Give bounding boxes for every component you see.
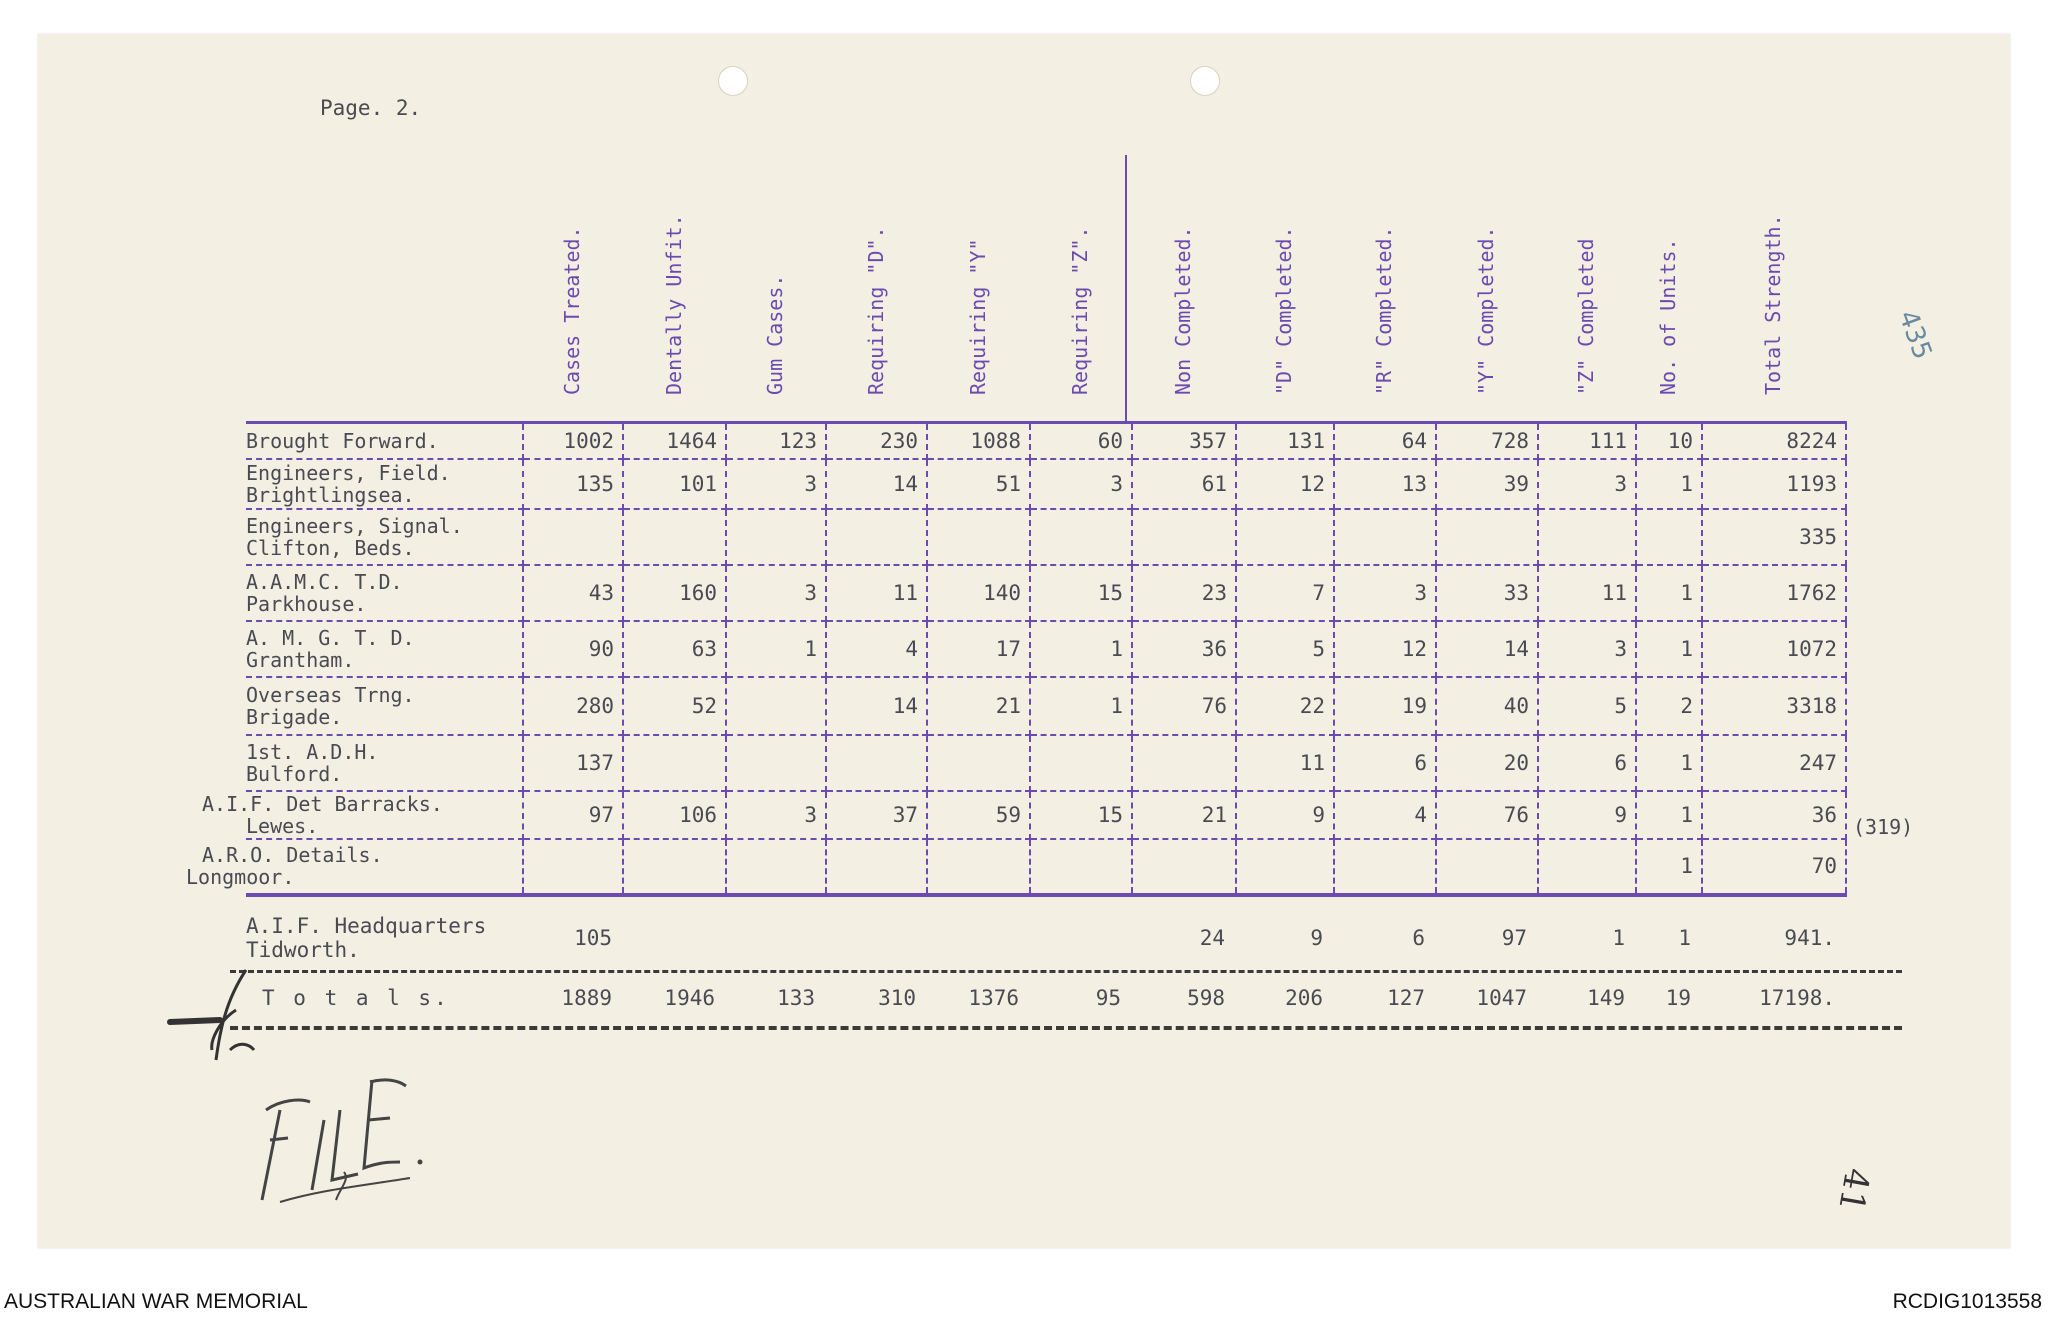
row-label-line: A.I.F. Headquarters bbox=[246, 914, 487, 938]
column-header-text: Dentally Unfit. bbox=[661, 214, 686, 395]
column-header-text: "Z" Completed bbox=[1574, 238, 1598, 395]
table-cell bbox=[726, 839, 826, 895]
table-cell: 90 bbox=[523, 621, 623, 677]
table-cell bbox=[1132, 735, 1236, 791]
table-cell: 1 bbox=[1636, 839, 1702, 895]
table-row bbox=[246, 565, 1846, 621]
table-row bbox=[246, 791, 1846, 839]
table-cell: 1 bbox=[1636, 565, 1702, 621]
table-cell: 40 bbox=[1436, 677, 1538, 735]
table-cell: 1072 bbox=[1702, 621, 1846, 677]
table-cell: 111 bbox=[1538, 423, 1636, 459]
table-cell bbox=[1436, 839, 1538, 895]
table-cell: 24 bbox=[1199, 926, 1225, 950]
table-cell: 941. bbox=[1784, 926, 1835, 950]
table-cell bbox=[726, 677, 826, 735]
dashed-rule bbox=[230, 970, 1902, 973]
table-cell bbox=[1334, 839, 1436, 895]
table-cell bbox=[1538, 509, 1636, 565]
table-cell: 2 bbox=[1636, 677, 1702, 735]
table-cell bbox=[927, 839, 1030, 895]
table-cell bbox=[1334, 509, 1436, 565]
table-cell: 230 bbox=[826, 423, 927, 459]
row-label bbox=[246, 621, 523, 677]
table-cell: 15 bbox=[1030, 791, 1132, 839]
table-cell: 61 bbox=[1132, 459, 1236, 509]
table-cell: 60 bbox=[1030, 423, 1132, 459]
table-cell bbox=[1236, 839, 1334, 895]
totals-cell: 95 bbox=[1095, 986, 1121, 1010]
totals-cell: 127 bbox=[1387, 986, 1425, 1010]
row-label bbox=[186, 839, 523, 895]
column-header-text: Total Strength. bbox=[1761, 214, 1785, 395]
table-cell bbox=[726, 509, 826, 565]
column-header-text: "Y" Completed. bbox=[1474, 226, 1498, 395]
table-cell: 76 bbox=[1132, 677, 1236, 735]
row-label bbox=[246, 914, 486, 962]
table-cell: 11 bbox=[826, 565, 927, 621]
table-cell: 12 bbox=[1334, 621, 1436, 677]
row-label bbox=[246, 565, 523, 621]
table-cell: 3 bbox=[1538, 459, 1636, 509]
table-cell bbox=[1030, 509, 1132, 565]
column-header-text: Gum Cases. bbox=[763, 274, 787, 395]
table-cell: 11 bbox=[1236, 735, 1334, 791]
table-cell: 9 bbox=[1310, 926, 1323, 950]
table-cell: 1762 bbox=[1702, 565, 1846, 621]
row-label bbox=[246, 459, 523, 509]
table-cell: 1 bbox=[1678, 926, 1691, 950]
table-cell: 3318 bbox=[1702, 677, 1846, 735]
row-label bbox=[246, 677, 523, 735]
column-header-text: No. of Units. bbox=[1656, 238, 1680, 395]
table-cell: 43 bbox=[523, 565, 623, 621]
column-header-text: Requiring "Y" bbox=[965, 238, 990, 395]
table-cell: 11 bbox=[1538, 565, 1636, 621]
dashed-rule bbox=[230, 1026, 1902, 1030]
table-cell: 1002 bbox=[523, 423, 623, 459]
table-cell: 9 bbox=[1538, 791, 1636, 839]
column-header-text: Requiring "D". bbox=[863, 226, 888, 395]
table-cell: 1 bbox=[1636, 735, 1702, 791]
table-cell: 5 bbox=[1236, 621, 1334, 677]
table-cell: 123 bbox=[726, 423, 826, 459]
table-cell bbox=[826, 509, 927, 565]
table-row bbox=[246, 839, 1846, 895]
table-cell: 247 bbox=[1702, 735, 1846, 791]
table-cell: 10 bbox=[1636, 423, 1702, 459]
table-cell bbox=[1132, 509, 1236, 565]
row-label-line: A. M. G. T. D. bbox=[246, 625, 415, 650]
table-row bbox=[246, 459, 1846, 509]
table-cell: 728 bbox=[1436, 423, 1538, 459]
table-cell: 5 bbox=[1538, 677, 1636, 735]
row-label-line: Engineers, Field. bbox=[246, 460, 451, 485]
table-cell bbox=[1636, 509, 1702, 565]
punch-hole bbox=[718, 66, 748, 96]
table-cell: 1 bbox=[1030, 677, 1132, 735]
row-label-line: Engineers, Signal. bbox=[246, 513, 463, 538]
row-label-line: Longmoor. bbox=[186, 865, 295, 889]
punch-hole bbox=[1190, 66, 1220, 96]
totals-cell: 19 bbox=[1665, 986, 1691, 1010]
table-cell: 1464 bbox=[623, 423, 726, 459]
table-row bbox=[246, 509, 1846, 565]
column-header-text: Requiring "Z". bbox=[1068, 226, 1092, 395]
table-cell: 22 bbox=[1236, 677, 1334, 735]
column-header-text: Cases Treated. bbox=[560, 226, 584, 395]
row-label bbox=[246, 509, 523, 565]
table-cell: 70 bbox=[1702, 839, 1846, 895]
table-cell: 21 bbox=[1132, 791, 1236, 839]
table-cell: 14 bbox=[826, 459, 927, 509]
table-cell bbox=[1436, 509, 1538, 565]
table-row bbox=[246, 423, 1846, 459]
table-cell: 7 bbox=[1236, 565, 1334, 621]
row-label-line: Lewes. bbox=[246, 813, 319, 838]
table-cell: 36 bbox=[1132, 621, 1236, 677]
table-cell: 37 bbox=[826, 791, 927, 839]
row-label-line: A.A.M.C. T.D. bbox=[246, 569, 403, 594]
table-cell: 1 bbox=[1636, 459, 1702, 509]
row-label-line: A.I.F. Det Barracks. bbox=[202, 791, 443, 816]
table-row bbox=[246, 735, 1846, 791]
table-cell: 1 bbox=[726, 621, 826, 677]
table-cell bbox=[826, 839, 927, 895]
dental-statistics-table bbox=[186, 421, 1847, 897]
footer-source: AUSTRALIAN WAR MEMORIAL bbox=[4, 1290, 308, 1313]
table-cell: 1 bbox=[1636, 791, 1702, 839]
table-cell: 39 bbox=[1436, 459, 1538, 509]
page-number-label: Page. 2. bbox=[320, 96, 422, 120]
row-note: (319) bbox=[1853, 815, 1914, 839]
row-label-line: T o t a l s. bbox=[262, 986, 450, 1010]
totals-label bbox=[262, 986, 450, 1010]
table-row bbox=[246, 677, 1846, 735]
table-cell: 106 bbox=[623, 791, 726, 839]
totals-cell: 1047 bbox=[1476, 986, 1527, 1010]
table-cell bbox=[726, 735, 826, 791]
row-label-line: 1st. A.D.H. bbox=[246, 739, 379, 764]
table-cell: 12 bbox=[1236, 459, 1334, 509]
table-cell: 137 bbox=[523, 735, 623, 791]
column-header-text: Non Completed. bbox=[1171, 226, 1195, 395]
table-cell: 105 bbox=[574, 926, 612, 950]
table-cell: 3 bbox=[1538, 621, 1636, 677]
table-cell: 1 bbox=[1030, 621, 1132, 677]
row-label-line: Tidworth. bbox=[246, 938, 360, 962]
table-cell: 52 bbox=[623, 677, 726, 735]
table-cell: 160 bbox=[623, 565, 726, 621]
table-cell: 4 bbox=[826, 621, 927, 677]
table-cell: 4 bbox=[1334, 791, 1436, 839]
row-label-line: A.R.O. Details. bbox=[202, 843, 383, 867]
row-label bbox=[246, 423, 523, 459]
table-cell bbox=[523, 509, 623, 565]
totals-cell: 310 bbox=[878, 986, 916, 1010]
table-cell bbox=[1236, 509, 1334, 565]
table-cell: 33 bbox=[1436, 565, 1538, 621]
table-cell: 131 bbox=[1236, 423, 1334, 459]
table-cell: 97 bbox=[523, 791, 623, 839]
table-cell: 23 bbox=[1132, 565, 1236, 621]
totals-cell: 133 bbox=[777, 986, 815, 1010]
table-cell bbox=[1030, 735, 1132, 791]
table-cell: 140 bbox=[927, 565, 1030, 621]
table-cell: 1 bbox=[1612, 926, 1625, 950]
table-cell: 3 bbox=[726, 791, 826, 839]
table-cell bbox=[1132, 839, 1236, 895]
table-cell: 6 bbox=[1538, 735, 1636, 791]
row-label-line: Grantham. bbox=[246, 647, 355, 672]
totals-cell: 598 bbox=[1187, 986, 1225, 1010]
row-label-line: Brought Forward. bbox=[246, 428, 439, 453]
table-cell: 135 bbox=[523, 459, 623, 509]
table-cell: 36 bbox=[1702, 791, 1846, 839]
table-cell: 357 bbox=[1132, 423, 1236, 459]
table-cell: 3 bbox=[726, 565, 826, 621]
table-row bbox=[246, 621, 1846, 677]
table-cell: 335 bbox=[1702, 509, 1846, 565]
table-cell: 3 bbox=[1030, 459, 1132, 509]
row-label-line: Overseas Trng. bbox=[246, 682, 415, 707]
table-cell: 101 bbox=[623, 459, 726, 509]
row-label-line: Brigade. bbox=[246, 704, 343, 729]
table-cell: 1 bbox=[1636, 621, 1702, 677]
handwritten-file-note bbox=[240, 1050, 470, 1210]
totals-cell: 17198. bbox=[1759, 986, 1835, 1010]
totals-cell: 149 bbox=[1587, 986, 1625, 1010]
table-cell: 97 bbox=[1501, 926, 1527, 950]
row-label-line: Parkhouse. bbox=[246, 591, 367, 616]
table-cell: 8224 bbox=[1702, 423, 1846, 459]
column-header-text: "D" Completed. bbox=[1272, 226, 1296, 395]
table-cell bbox=[623, 735, 726, 791]
table-cell bbox=[1030, 839, 1132, 895]
table-cell: 20 bbox=[1436, 735, 1538, 791]
table-cell bbox=[1538, 839, 1636, 895]
handwritten-folio: 41 bbox=[1830, 1165, 1878, 1215]
stamp-number: 435 bbox=[1892, 306, 1938, 364]
table-cell: 1193 bbox=[1702, 459, 1846, 509]
header-divider bbox=[1125, 155, 1127, 423]
row-label-line: Clifton, Beds. bbox=[246, 535, 415, 560]
table-cell: 1088 bbox=[927, 423, 1030, 459]
totals-cell: 206 bbox=[1285, 986, 1323, 1010]
table-cell bbox=[927, 735, 1030, 791]
table-cell: 14 bbox=[826, 677, 927, 735]
table-cell: 59 bbox=[927, 791, 1030, 839]
table-cell bbox=[523, 839, 623, 895]
table-cell: 13 bbox=[1334, 459, 1436, 509]
table-cell: 15 bbox=[1030, 565, 1132, 621]
footer-id: RCDIG1013558 bbox=[1892, 1290, 2042, 1313]
totals-cell: 1376 bbox=[968, 986, 1019, 1010]
table-cell: 3 bbox=[726, 459, 826, 509]
table-cell: 3 bbox=[1334, 565, 1436, 621]
table-cell: 64 bbox=[1334, 423, 1436, 459]
table-cell: 14 bbox=[1436, 621, 1538, 677]
table-cell: 63 bbox=[623, 621, 726, 677]
table-cell bbox=[826, 735, 927, 791]
table-cell: 280 bbox=[523, 677, 623, 735]
table-cell: 17 bbox=[927, 621, 1030, 677]
totals-cell: 1946 bbox=[664, 986, 715, 1010]
table-cell: 6 bbox=[1334, 735, 1436, 791]
row-label-line: Brightlingsea. bbox=[246, 482, 415, 507]
table-cell: 76 bbox=[1436, 791, 1538, 839]
table-cell: 6 bbox=[1412, 926, 1425, 950]
table-cell: 21 bbox=[927, 677, 1030, 735]
row-label bbox=[202, 791, 523, 839]
table-cell: 19 bbox=[1334, 677, 1436, 735]
table-cell: 9 bbox=[1236, 791, 1334, 839]
table-cell bbox=[927, 509, 1030, 565]
totals-cell: 1889 bbox=[561, 986, 612, 1010]
column-header-text: "R" Completed. bbox=[1372, 226, 1396, 395]
row-label bbox=[246, 735, 523, 791]
table-cell bbox=[623, 509, 726, 565]
table-cell bbox=[623, 839, 726, 895]
row-label-line: Bulford. bbox=[246, 761, 343, 786]
table-cell: 51 bbox=[927, 459, 1030, 509]
